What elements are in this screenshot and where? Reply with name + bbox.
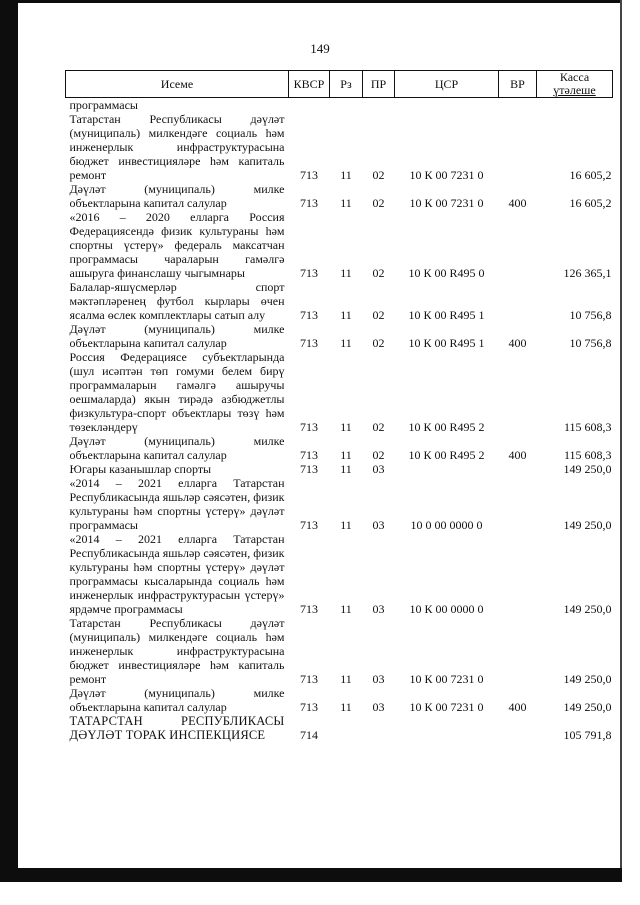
cell-name: «2014 – 2021 елларга Татарстан Республикасында яшьләр сәясәтен, физик культураны һәм спортны үстерү» дәүләт программасы кысаларында социаль һәм инженерлык инфраструктурасын үстерү» ярдәмче программасы	[69, 532, 285, 616]
cell-kvsr: 713	[300, 448, 318, 462]
cell-name: Югары казанышлар спорты	[69, 462, 212, 476]
cell-name: Татарстан Республикасы дәүләт (муниципаль) милкендәге социаль һәм инженерлык инфраструктурасына бюджет инвестицияләре һәм капиталь ремонт	[69, 112, 285, 182]
table-body	[66, 98, 613, 743]
cell-pr: 03	[372, 700, 385, 714]
cell-name: Дәүләт (муниципаль) милке объектларына капитал салулар	[69, 434, 285, 462]
header-amount	[537, 71, 613, 98]
cell-pr: 03	[372, 462, 385, 476]
cell-csr	[395, 462, 499, 476]
cell-vr	[499, 476, 537, 532]
table-row	[66, 210, 613, 280]
cell-rz: 11	[340, 700, 352, 714]
cell-kvsr: 713	[300, 700, 318, 714]
header-name: Исеме	[66, 71, 289, 98]
cell-kvsr: 713	[300, 602, 318, 616]
header-rz: Рз	[330, 71, 363, 98]
cell-csr: 10 К 00 7231 0	[409, 672, 484, 686]
cell-name: «2016 – 2020 елларга Россия Федерациясендә физик культураны һәм спортны үстерү» федераль максатчан программасы чараларын гамәлгә ашыруга финанслашу чыгымнары	[69, 210, 285, 280]
cell-vr	[499, 714, 537, 742]
cell-kvsr: 713	[300, 420, 318, 434]
cell-pr: 02	[372, 266, 385, 280]
cell-name: программасы	[69, 98, 138, 112]
cell-amount: 115 608,3	[563, 448, 612, 462]
cell-pr: 02	[372, 308, 385, 322]
table-row	[66, 112, 613, 182]
cell-kvsr: 713	[300, 518, 318, 532]
budget-table	[65, 70, 613, 742]
table-row	[66, 476, 613, 532]
cell-kvsr: 713	[300, 462, 318, 476]
table-row	[66, 280, 613, 322]
cell-name: ТАТАРСТАН РЕСПУБЛИКАСЫ ДӘҮЛӘТ ТОРАК ИНСПЕКЦИЯСЕ	[69, 714, 285, 742]
cell-kvsr: 713	[300, 196, 318, 210]
header-csr: ЦСР	[395, 71, 499, 98]
cell-name: Балалар-яшүсмерләр спорт мәктәпләренең футбол кырлары өчен ясалма өслек комплектлары сатып алу	[69, 280, 285, 322]
cell-amount	[537, 98, 613, 113]
cell-rz: 11	[340, 602, 352, 616]
cell-csr: 10 К 00 0000 0	[409, 602, 484, 616]
page-number: 149	[310, 41, 330, 56]
header-vr: ВР	[499, 71, 537, 98]
cell-vr	[499, 350, 537, 434]
cell-kvsr	[289, 98, 330, 113]
cell-rz: 11	[340, 196, 352, 210]
cell-pr: 02	[372, 336, 385, 350]
cell-pr: 03	[372, 518, 385, 532]
cell-vr: 400	[508, 700, 527, 714]
cell-vr	[499, 210, 537, 280]
cell-rz: 11	[340, 518, 352, 532]
cell-name: Россия Федерациясе субъектларында (шул исәптән төп гомуми белем бирү программаларын гамәлгә ашыручы оешмаларда) якын тирәдә азбюджетлы физкультура-спорт объектлары төзү һәм төзекләндерү	[69, 350, 285, 434]
cell-amount: 10 756,8	[569, 336, 612, 350]
cell-vr	[499, 98, 537, 113]
cell-vr	[499, 280, 537, 322]
cell-vr	[499, 616, 537, 686]
cell-amount: 126 365,1	[563, 266, 612, 280]
table-row	[66, 434, 613, 462]
cell-vr	[499, 462, 537, 476]
table-row	[66, 532, 613, 616]
cell-pr	[363, 98, 395, 113]
cell-name: Татарстан Республикасы дәүләт (муниципаль) милкендәге социаль һәм инженерлык инфраструктурасына бюджет инвестицияләре һәм капиталь ремонт	[69, 616, 285, 686]
table-row	[66, 462, 613, 476]
cell-amount: 149 250,0	[563, 602, 612, 616]
cell-name: Дәүләт (муниципаль) милке объектларына капитал салулар	[69, 182, 285, 210]
cell-csr: 10 К 00 R495 1	[408, 336, 485, 350]
cell-name: Дәүләт (муниципаль) милке объектларына капитал салулар	[69, 322, 285, 350]
cell-rz: 11	[340, 336, 352, 350]
cell-amount: 149 250,0	[563, 672, 612, 686]
table-row	[66, 98, 613, 113]
table-row	[66, 182, 613, 210]
header-amount-line2: үтәлеше	[553, 83, 596, 97]
cell-pr: 03	[372, 602, 385, 616]
cell-amount: 149 250,0	[563, 462, 612, 476]
cell-csr	[395, 714, 499, 742]
cell-csr: 10 К 00 R495 2	[408, 420, 485, 434]
cell-rz	[330, 714, 363, 742]
table-header-row	[66, 71, 613, 98]
cell-pr	[363, 714, 395, 742]
cell-rz: 11	[340, 266, 352, 280]
cell-rz: 11	[340, 168, 352, 182]
cell-csr: 10 К 00 7231 0	[409, 168, 484, 182]
scan-border-right	[620, 0, 622, 882]
cell-kvsr: 713	[300, 308, 318, 322]
cell-kvsr: 713	[300, 266, 318, 280]
cell-csr: 10 К 00 7231 0	[409, 196, 484, 210]
cell-csr: 10 К 00 R495 2	[408, 448, 485, 462]
cell-vr	[499, 532, 537, 616]
header-amount-line1: Касса	[559, 70, 590, 84]
table-row	[66, 322, 613, 350]
cell-rz: 11	[340, 448, 352, 462]
header-kvsr: КВСР	[289, 71, 330, 98]
cell-csr	[395, 98, 499, 113]
cell-kvsr: 713	[300, 672, 318, 686]
cell-amount: 115 608,3	[563, 420, 612, 434]
cell-amount: 149 250,0	[563, 700, 612, 714]
cell-rz: 11	[340, 462, 352, 476]
cell-kvsr: 714	[300, 728, 318, 742]
cell-vr: 400	[508, 336, 527, 350]
cell-pr: 03	[372, 672, 385, 686]
header-pr: ПР	[363, 71, 395, 98]
cell-name: Дәүләт (муниципаль) милке объектларына капитал салулар	[69, 686, 285, 714]
cell-vr: 400	[508, 196, 527, 210]
cell-amount: 149 250,0	[563, 518, 612, 532]
cell-csr: 10 К 00 7231 0	[409, 700, 484, 714]
cell-kvsr: 713	[300, 168, 318, 182]
cell-pr: 02	[372, 168, 385, 182]
cell-rz: 11	[340, 308, 352, 322]
cell-amount: 105 791,8	[563, 728, 612, 742]
table-row	[66, 616, 613, 686]
cell-pr: 02	[372, 196, 385, 210]
cell-vr: 400	[508, 448, 527, 462]
table-row	[66, 686, 613, 714]
cell-name: «2014 – 2021 елларга Татарстан Республикасында яшьләр сәясәтен, физик культураны һәм спортны үстерү» дәүләт программасы	[69, 476, 285, 532]
cell-csr: 10 К 00 R495 0	[408, 266, 485, 280]
cell-rz	[330, 98, 363, 113]
cell-amount: 10 756,8	[569, 308, 612, 322]
cell-amount: 16 605,2	[569, 168, 612, 182]
scan-border-left	[0, 0, 18, 880]
scan-border-bottom	[0, 868, 622, 882]
cell-pr: 02	[372, 448, 385, 462]
table-row	[66, 350, 613, 434]
table-row	[66, 714, 613, 742]
scan-border-top	[18, 0, 622, 3]
cell-csr: 10 0 00 0000 0	[410, 518, 483, 532]
cell-pr: 02	[372, 420, 385, 434]
cell-kvsr: 713	[300, 336, 318, 350]
cell-rz: 11	[340, 672, 352, 686]
cell-vr	[499, 112, 537, 182]
cell-rz: 11	[340, 420, 352, 434]
cell-amount: 16 605,2	[569, 196, 612, 210]
cell-csr: 10 К 00 R495 1	[408, 308, 485, 322]
